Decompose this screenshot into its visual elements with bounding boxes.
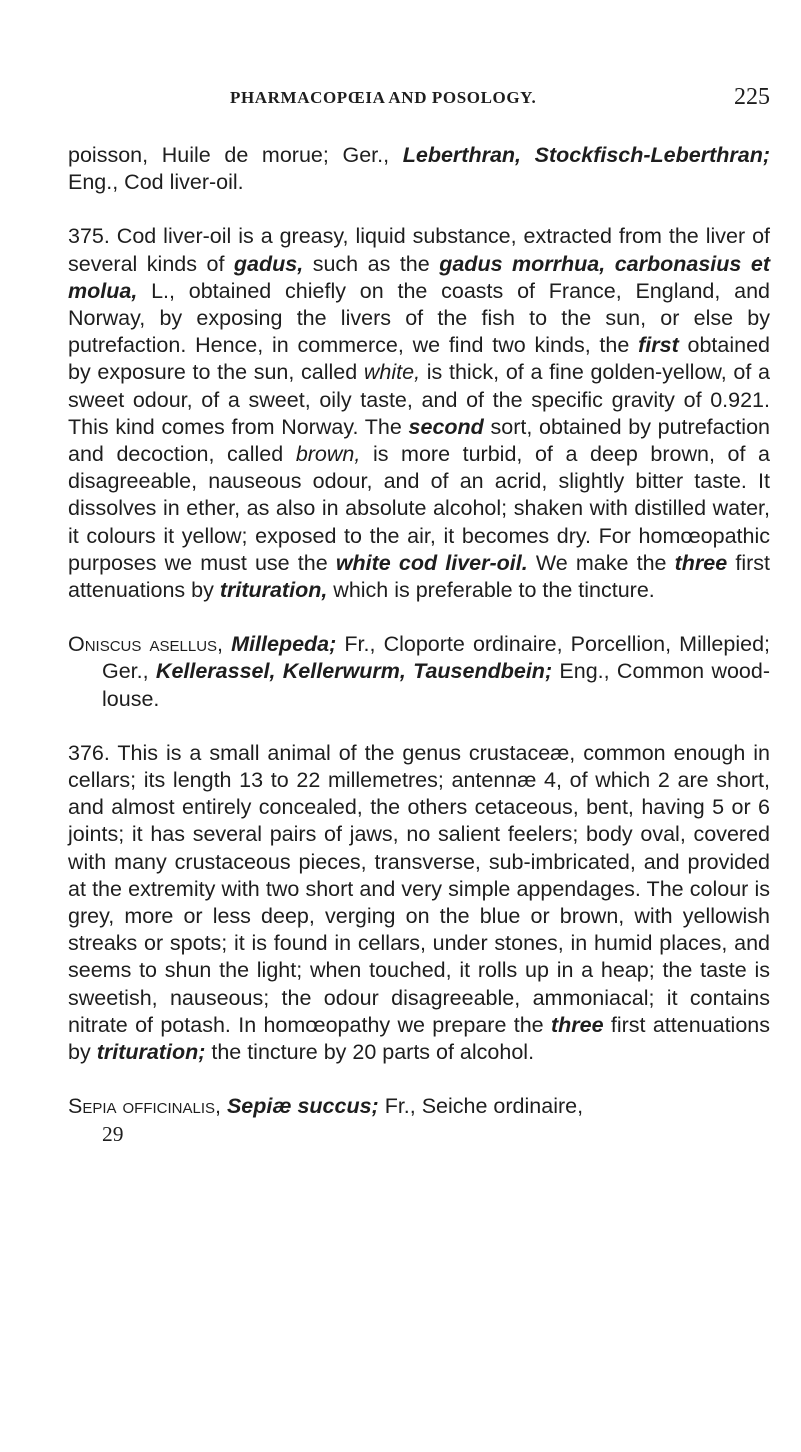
- italic-run: Sepiæ succus;: [226, 1094, 379, 1119]
- text-run: first attenuations by: [68, 1012, 770, 1065]
- italic-run: three: [550, 1012, 604, 1037]
- italic-run: gadus morrhua, carbonasius et molua,: [68, 251, 770, 303]
- italic-run: brown,: [295, 442, 361, 467]
- entry-headword: Sepia officinalis,: [68, 1094, 221, 1119]
- paragraph-376: [68, 740, 770, 1066]
- german-names: Leberthran, Stockfisch-Leberthran;: [402, 143, 770, 167]
- text-run: first attenuations by: [68, 550, 770, 603]
- text-run: [223, 632, 231, 656]
- text-run: Eng., Cod liver-oil.: [68, 170, 244, 195]
- german-names: Kellerassel, Kellerwurm, Tausendbein;: [155, 659, 553, 684]
- entry-headword: Oniscus asellus,: [68, 632, 224, 657]
- text-run: is more turbid, of a deep brown, of a disagreeable, nauseous odour, and of an acrid, slightly bitter taste. It dissolves in ether, as also in absolute alcohol; shaken with distilled water, it colours it yellow; exposed to the air, it becomes dry. For homœopathic purposes we must use the: [68, 442, 770, 575]
- italic-run: white,: [363, 360, 421, 385]
- text-run: obtained by exposure to the sun, called: [68, 333, 770, 385]
- paragraph-375: [68, 223, 770, 604]
- text-run: 375. Cod liver-oil is a greasy, liquid substance, extracted from the liver of several kinds of: [68, 224, 770, 276]
- text-run: such as the: [303, 251, 440, 276]
- italic-run: three: [674, 550, 728, 575]
- text-run: Eng., Common wood-louse.: [102, 659, 771, 711]
- body-text: [68, 142, 770, 1148]
- text-run: sort, obtained by putrefaction and decoction, called: [68, 414, 770, 467]
- entry-oniscus-asellus: [68, 631, 770, 713]
- text-run: 376. This is a small animal of the genus crustaceæ, common enough in cellars; its length 13 to 22 millemetres; antennæ 4, of which 2 are short, and almost entirely concealed, the others cetaceous, bent, having 5 or 6 joints; it has several pairs of jaws, no salient feelers; body oval, covered with many crustaceous pieces, transverse, sub-imbricated, and provided at the extremity with two short and very simple appendages. The colour is grey, more or less deep, verging on the blue or brown, with yellowish streaks or spots; it is found in cellars, under stones, in humid places, and seems to shun the light; when touched, it rolls up in a heap; the taste is sweetish, nauseous; the odour disagreeable, ammoniacal; it contains nitrate of potash. In homœopathy we prepare the: [68, 740, 770, 1037]
- italic-run: Millepeda;: [231, 632, 337, 657]
- page-number: 225: [734, 84, 770, 110]
- entry-sepia-officinalis: [68, 1093, 770, 1120]
- signature-mark: 29: [102, 1121, 124, 1146]
- text-run: is thick, of a fine golden-yellow, of a sweet odour, of a sweet, oily taste, and of the specific gravity of 0.921. This kind comes from Norway. The: [68, 360, 770, 439]
- text-run: L., obtained chiefly on the coasts of France, England, and Norway, by exposing the livers of the fish to the sun, or else by putrefaction. Hence, in commerce, we find two kinds, the: [68, 278, 770, 358]
- running-head-title: PHARMACOPŒIA AND POSOLOGY.: [230, 88, 537, 107]
- text-run: Fr., Cloporte ordinaire, Porcellion, Millepied; Ger.,: [102, 632, 770, 684]
- italic-run: white cod liver-oil.: [335, 550, 528, 575]
- text-run: which is preferable to the tincture.: [327, 578, 655, 603]
- paragraph-gap: [68, 1066, 770, 1093]
- text-run: the tincture by 20 parts of alcohol.: [205, 1040, 535, 1065]
- text-run: poisson, Huile de morue; Ger.,: [68, 143, 403, 167]
- italic-run: trituration,: [219, 578, 328, 603]
- italic-run: second: [408, 414, 484, 439]
- italic-run: gadus,: [233, 251, 304, 276]
- text-run: Fr., Seiche ordinaire,: [378, 1094, 584, 1119]
- paragraph-gap: [68, 196, 770, 223]
- italic-run: trituration;: [96, 1040, 206, 1065]
- paragraph-gap: [68, 713, 770, 740]
- italic-run: first: [638, 333, 679, 358]
- text-run: We make the: [527, 550, 675, 575]
- running-head: [230, 84, 770, 118]
- paragraph-cod-liver-oil-names: [68, 142, 770, 196]
- paragraph-gap: [68, 604, 770, 631]
